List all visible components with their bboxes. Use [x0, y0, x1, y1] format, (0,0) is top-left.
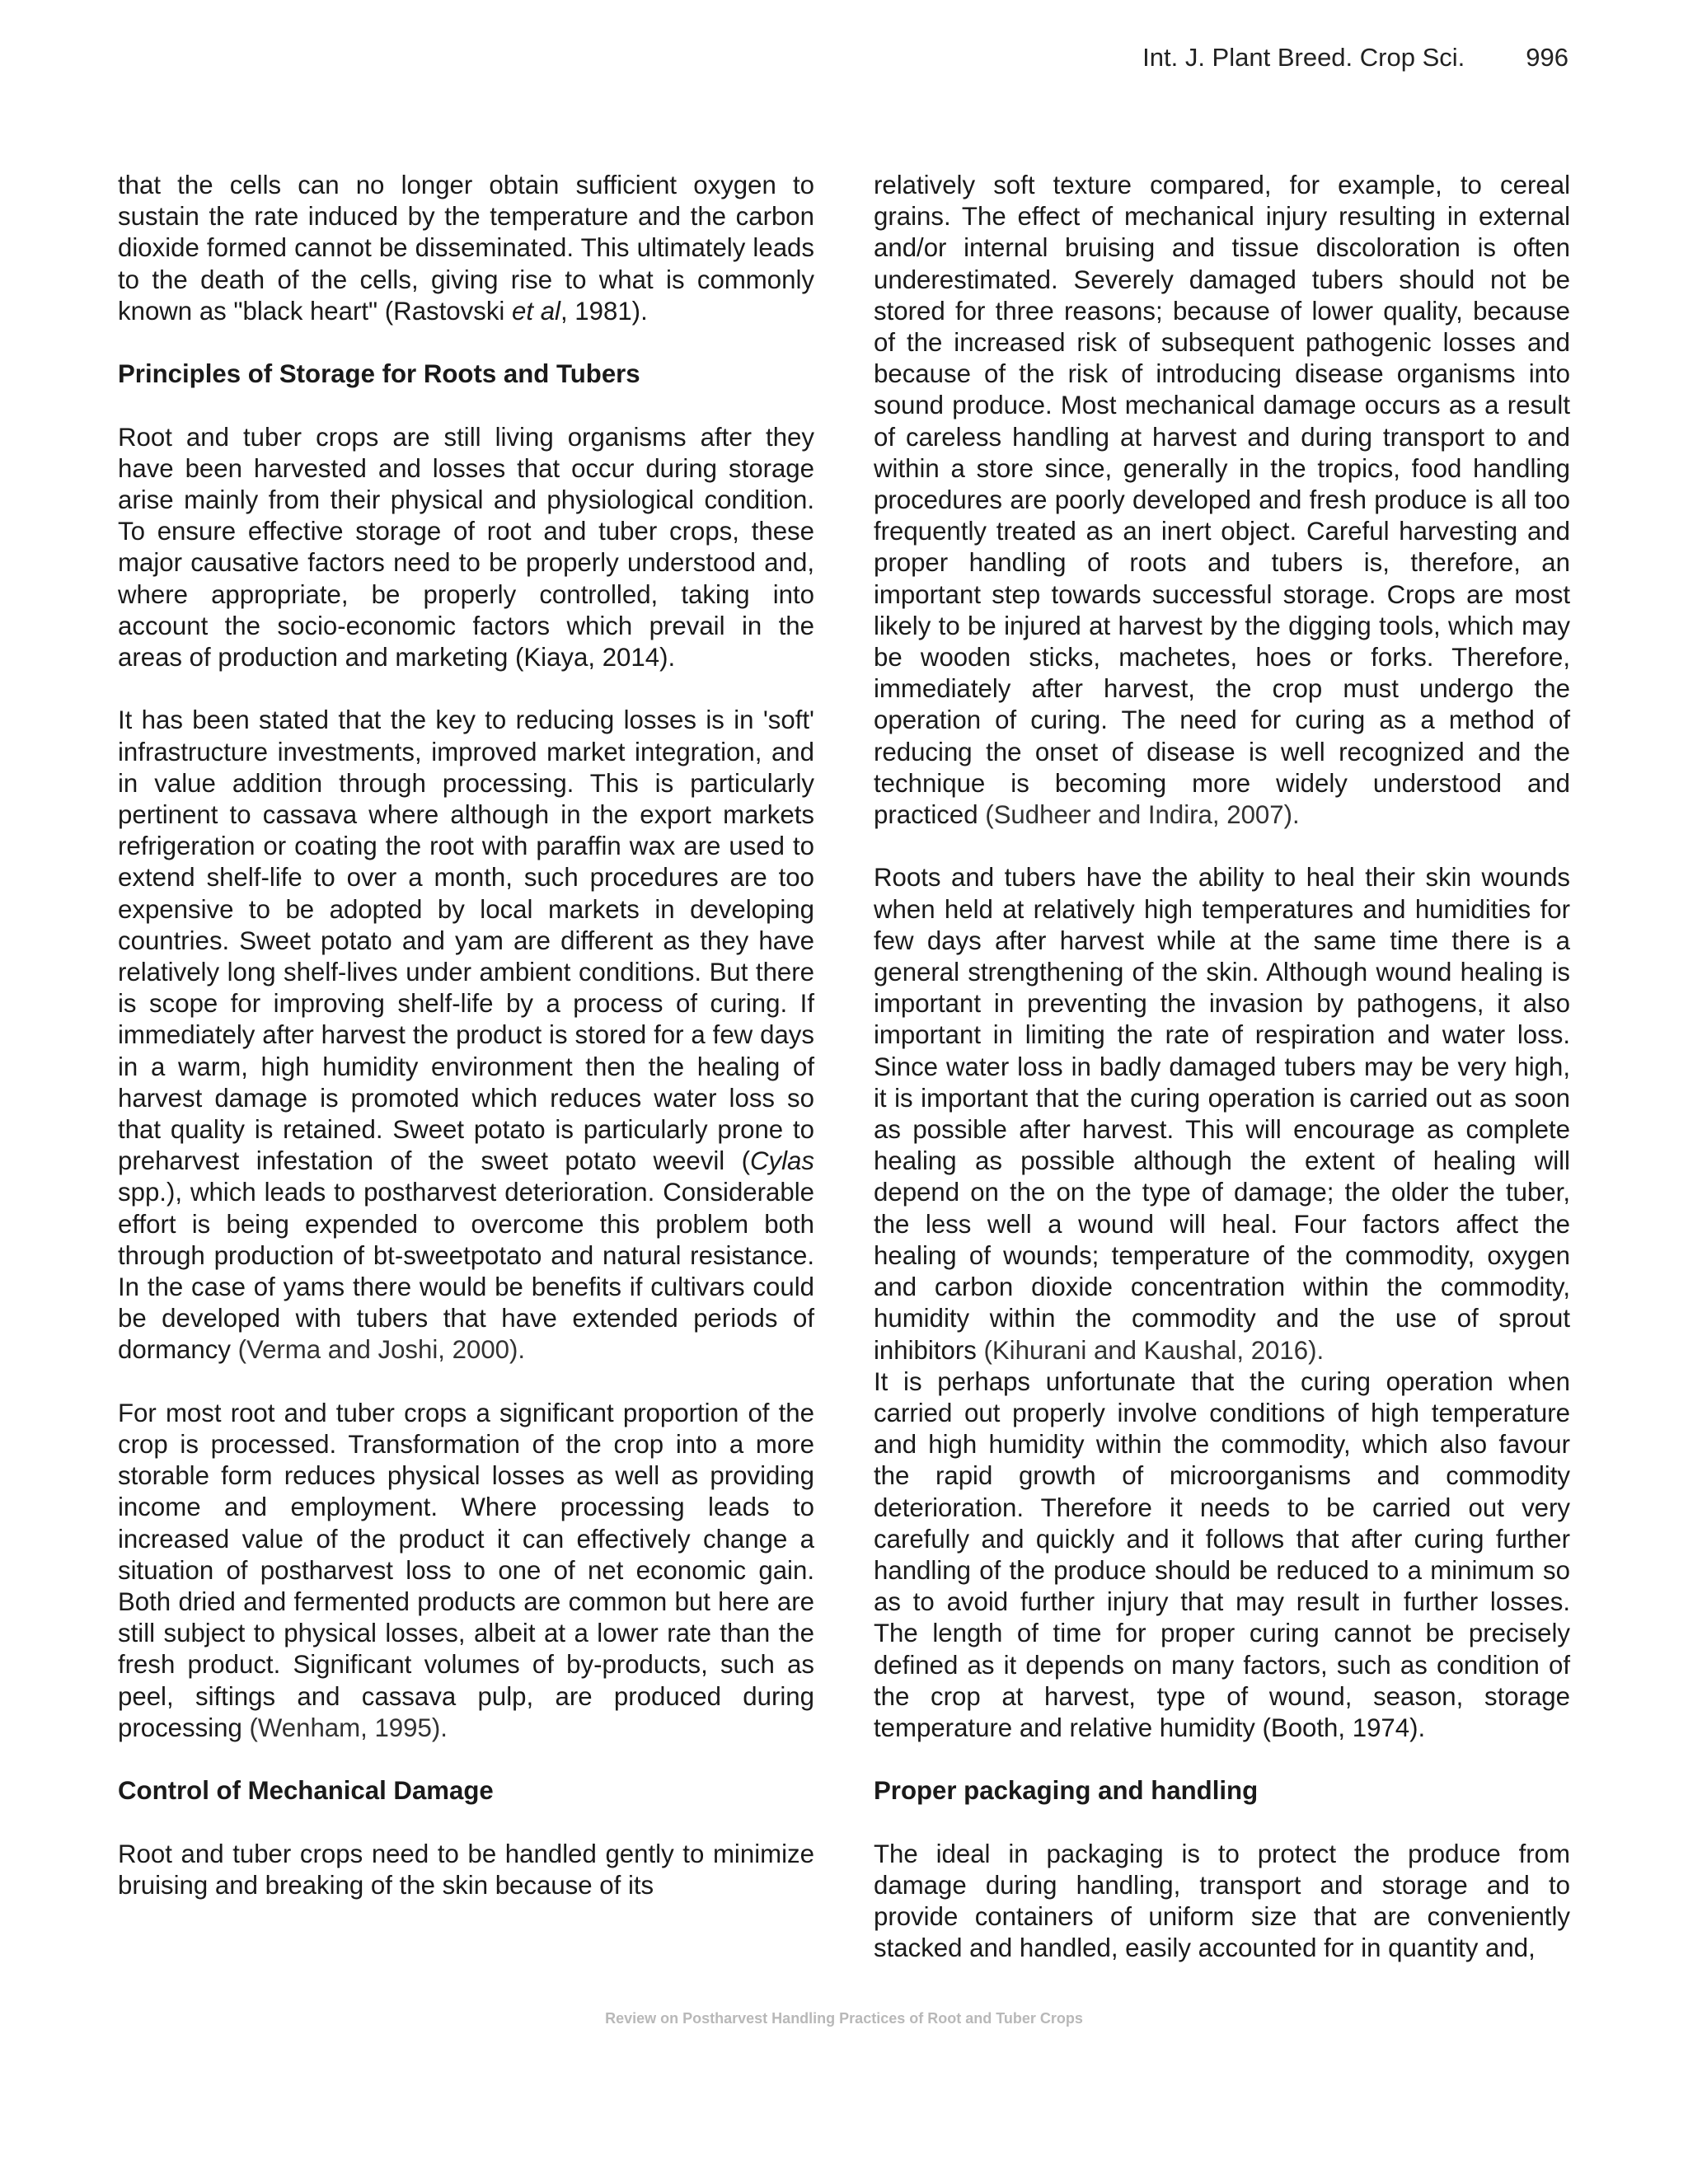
paragraph	[118, 170, 814, 327]
paragraph: Root and tuber crops need to be handled gently to minimize bruising and breaking of the skin because of its	[118, 1839, 814, 1900]
paragraph	[874, 170, 1570, 831]
paragraph-text: It has been stated that the key to reducing losses is in 'soft' infrastructure investments, improved market integration, and in value addition through processing. This is particularly pertinent to cassava where although in the export markets refrigeration or coating the root with paraffin wax are used to extend shelf-life to over a month, such procedures are too expensive to be adopted by local markets in developing countries. Sweet potato and yam are different as they have relatively long shelf-lives under ambient conditions. But there is scope for improving shelf-life by a process of curing. If immediately after harvest the product is stored for a few days in a warm, high humidity environment then the healing of harvest damage is promoted which reduces water loss so that quality is retained. Sweet potato is particularly prone to preharvest infestation of the sweet potato weevil (	[118, 705, 814, 1176]
citation: (Sudheer and Indira, 2007).	[985, 800, 1300, 830]
paragraph: It is perhaps unfortunate that the curing operation when carried out properly involve conditions of high temperature and high humidity within the commodity, which also favour the rapid growth of microorganisms and commodity deterioration. Therefore it needs to be carried out very carefully and quickly and it follows that after curing further handling of the produce should be reduced to a minimum so as to avoid further injury that may result in further losses. The length of time for proper curing cannot be precisely defined as it depends on many factors, such as condition of the crop at harvest, type of wound, season, storage temperature and relative humidity (Booth, 1974).	[874, 1366, 1570, 1742]
paragraph: The ideal in packaging is to protect the produce from damage during handling, transport and storage and to provide containers of uniform size that are conveniently stacked and handled, easily accounted for in quantity and,	[874, 1839, 1570, 1963]
journal-title: Int. J. Plant Breed. Crop Sci.	[1142, 43, 1465, 72]
italic-text: Cylas	[750, 1146, 814, 1176]
paragraph	[118, 705, 814, 1366]
paragraph	[118, 1398, 814, 1744]
citation: (Verma and Joshi, 2000).	[237, 1335, 526, 1365]
page-footer: Review on Postharvest Handling Practices of Root and Tuber Crops	[605, 2010, 1083, 2027]
paragraph-text: that the cells can no longer obtain sufficient oxygen to sustain the rate induced by the temperature and the carbon dioxide formed cannot be disseminated. This ultimately leads to the death of the cells, giving rise to what is commonly known as "black heart" (Rastovski	[118, 171, 814, 326]
paragraph	[874, 862, 1570, 1366]
italic-text: et al	[512, 296, 560, 326]
right-column	[874, 170, 1570, 1965]
paragraph: Root and tuber crops are still living organisms after they have been harvested and losses that occur during storage arise mainly from their physical and physiological condition. To ensure effective storage of root and tuber crops, these major causative factors need to be properly understood and, where appropriate, be properly controlled, taking into account the socio-economic factors which prevail in the areas of production and marketing (Kiaya, 2014).	[118, 422, 814, 673]
running-head	[1142, 41, 1568, 74]
section-heading: Principles of Storage for Roots and Tubers	[118, 359, 640, 389]
section-heading: Proper packaging and handling	[874, 1776, 1259, 1806]
paragraph-text: , 1981).	[560, 296, 648, 326]
section-heading: Control of Mechanical Damage	[118, 1776, 494, 1806]
paragraph-text: relatively soft texture compared, for example, to cereal grains. The effect of mechanical injury resulting in external and/or internal bruising and tissue discoloration is often underestimated. Severely damaged tubers should not be stored for three reasons; because of lower quality, because of the increased risk of subsequent pathogenic losses and because of the risk of introducing disease organisms into sound produce. Most mechanical damage occurs as a result of careless handling at harvest and during transport to and within a store since, generally in the tropics, food handling procedures are poorly developed and fresh produce is all too frequently treated as an inert object. Careful harvesting and proper handling of roots and tubers is, therefore, an important step towards successful storage. Crops are most likely to be injured at harvest by the digging tools, which may be wooden sticks, machetes, hoes or forks. Therefore, immediately after harvest, the crop must undergo the operation of curing. The need for curing as a method of reducing the onset of disease is well recognized and the technique is becoming more widely understood and practiced	[874, 171, 1570, 830]
citation: (Kihurani and Kaushal, 2016).	[983, 1335, 1325, 1365]
page-number: 996	[1526, 43, 1568, 72]
paragraph-text: spp.), which leads to postharvest deterioration. Considerable effort is being expended to overcome this problem both through production of bt-sweetpotato and natural resistance. In the case of yams there would be benefits if cultivars could be developed with tubers that have extended periods of dormancy	[118, 1178, 814, 1365]
paragraph-text: Roots and tubers have the ability to heal their skin wounds when held at relatively high temperatures and humidities for few days after harvest while at the same time there is a general strengthening of the skin. Although wound healing is important in preventing the invasion by pathogens, it also important in limiting the rate of respiration and water loss. Since water loss in badly damaged tubers may be very high, it is important that the curing operation is carried out as soon as possible after harvest. This will encourage as complete healing as possible although the extent of healing will depend on the on the type of damage; the older the tuber, the less well a wound will heal. Four factors affect the healing of wounds; temperature of the commodity, oxygen and carbon dioxide concentration within the commodity, humidity within the commodity and the use of sprout inhibitors	[874, 863, 1570, 1365]
citation: (Wenham, 1995).	[249, 1713, 448, 1742]
paragraph-text: For most root and tuber crops a significant proportion of the crop is processed. Transformation of the crop into a more storable form reduces physical losses as well as providing income and employment. Where processing leads to increased value of the product it can effectively change a situation of postharvest loss to one of net economic gain. Both dried and fermented products are common but here are still subject to physical losses, albeit at a lower rate than the fresh product. Significant volumes of by-products, such as peel, siftings and cassava pulp, are produced during processing	[118, 1398, 814, 1742]
left-column	[118, 170, 814, 1901]
